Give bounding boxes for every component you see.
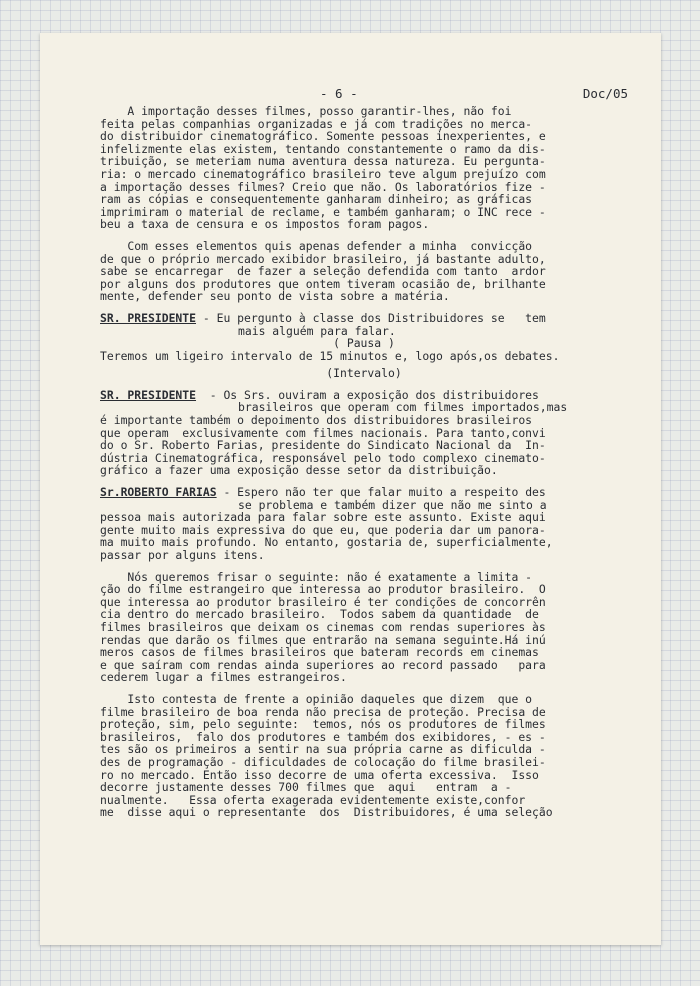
text-line: filme brasileiro de boa renda não precisa de proteção. Precisa de	[100, 704, 546, 719]
text-line: des de programação - dificuldades de colocação do filme brasilei-	[100, 754, 546, 769]
text-line: nualmente. Essa oferta exagerada evidentemente existe,confor	[100, 792, 526, 807]
paragraph-elementos	[100, 240, 628, 303]
text-line: Teremos um ligeiro intervalo de 15 minutos e, logo após,os debates.	[100, 348, 560, 363]
speaker-label: SR. PRESIDENTE	[100, 387, 197, 402]
text-line: que interessa ao produtor brasileiro é ter condições de concorrên	[100, 594, 546, 609]
text-line: pessoa mais autorizada para falar sobre este assunto. Existe aqui	[100, 510, 546, 525]
paragraph-protecao	[100, 693, 628, 819]
text-line: brasileiros, falo dos produtores e também dos exibidores, - es -	[100, 729, 546, 744]
exchange-presidente-2	[100, 389, 628, 477]
text-line: que operam exclusivamente com filmes nacionais. Para tanto,convi	[100, 425, 546, 440]
text-line: infelizmente elas existem, tentando constantemente o ramo da dis-	[100, 141, 546, 156]
speaker-label: Sr.ROBERTO FARIAS	[100, 485, 217, 500]
text-line: de que o próprio mercado exibidor brasileiro, já bastante adulto,	[100, 251, 546, 266]
text-line: ram as cópias e consequentemente ganharam dinheiro; as gráficas	[100, 192, 533, 207]
text-line: me disse aqui o representante dos Distribuidores, é uma seleção	[100, 805, 553, 820]
text-line: filmes brasileiros que deixam os cinemas com rendas superiores às	[100, 619, 546, 634]
text-line: dústria Cinematográfica, responsável pelo todo complexo cinemato-	[100, 450, 546, 465]
text-line: passar por alguns itens.	[100, 548, 265, 562]
text-line: cia dentro do mercado brasileiro. Todos sabem da quantidade de	[100, 607, 539, 622]
text-line: tribuição, se meteriam numa aventura dessa natureza. Eu pergunta-	[100, 154, 546, 169]
text-line: sabe se encarregar de fazer a seleção defendida com tanto ardor	[100, 264, 546, 279]
text-line: ção do filme estrangeiro que interessa ao produtor brasileiro. O	[100, 582, 546, 597]
text-line: proteção, sim, pelo seguinte: temos, nós os produtores de filmes	[100, 717, 546, 732]
text-line: decorre justamente desses 700 filmes que aqui entram a -	[100, 780, 512, 795]
text-line: - Os Srs. ouviram a exposição dos distribuidores	[196, 387, 539, 402]
text-line: Isto contesta de frente a opinião daqueles que dizem que o	[100, 691, 533, 706]
speaker-label: SR. PRESIDENTE	[100, 310, 197, 325]
text-line: Com esses elementos quis apenas defender a minha convicção	[100, 238, 533, 253]
paragraph-limitacao	[100, 571, 628, 684]
page-number: - 6 -	[320, 86, 358, 101]
interval-note: (Intervalo)	[326, 366, 402, 381]
text-line: cederem lugar a filmes estrangeiros.	[100, 670, 347, 685]
text-line: Nós queremos frisar o seguinte: não é exatamente a limita -	[100, 569, 533, 584]
text-line: tes são os primeiros a sentir na sua própria carne as dificulda -	[100, 742, 546, 757]
document-body	[100, 88, 628, 819]
document-reference: Doc/05	[582, 86, 628, 101]
text-line: do distribuidor cinematográfico. Somente pessoas inexperientes, e	[100, 129, 546, 144]
text-line: beu a taxa de censura e os impostos foram pagos.	[100, 217, 430, 232]
text-line: e que saíram com rendas ainda superiores ao record passado para	[100, 657, 546, 672]
text-line: - Espero não ter que falar muito a respeito des	[216, 485, 546, 500]
text-line: mente, defender seu ponto de vista sobre a matéria.	[100, 289, 450, 304]
text-line: brasileiros que operam com filmes importados,mas	[238, 400, 568, 415]
exchange-roberto-farias	[100, 486, 628, 562]
text-line: feita pelas companhias organizadas e já com tradições no merca-	[100, 116, 533, 131]
paragraph-importacao	[100, 105, 628, 231]
text-line: a importação desses filmes? Creio que não. Os laboratórios fize -	[100, 179, 546, 194]
text-line: meros casos de filmes brasileiros que bateram records em cinemas	[100, 645, 539, 660]
text-line: gente muito mais expressiva do que eu, que poderia dar um panora-	[100, 522, 546, 537]
text-line: - Eu pergunto à classe dos Distribuidores se tem	[196, 310, 546, 325]
text-line: ria: o mercado cinematográfico brasileiro teve algum prejuízo com	[100, 166, 546, 181]
exchange-presidente-1	[100, 312, 628, 380]
text-line: imprimiram o material de reclame, e também ganharam; o INC rece -	[100, 204, 546, 219]
text-line: se problema e também dizer que não me sinto a	[238, 497, 547, 512]
text-line: ro no mercado. Então isso decorre de uma oferta excessiva. Isso	[100, 767, 539, 782]
text-line: A importação desses filmes, posso garantir-lhes, não foi	[100, 104, 512, 118]
text-line: ma muito mais profundo. No entanto, gostaria de, superficialmente,	[100, 535, 553, 550]
text-line: por alguns dos produtores que ontem tiveram ocasião de, brilhante	[100, 276, 546, 291]
text-line: mais alguém para falar.	[238, 323, 396, 338]
text-line: do o Sr. Roberto Farias, presidente do Sindicato Nacional da In-	[100, 438, 546, 453]
text-line: rendas que darão os filmes que entrarão na semana seguinte.Há inú	[100, 632, 546, 647]
text-line: gráfico a fazer uma exposição desse setor da distribuição.	[100, 463, 498, 478]
text-line: é importante também o depoimento dos distribuidores brasileiros	[100, 413, 533, 428]
page-header	[100, 88, 628, 102]
pause-note: ( Pausa )	[333, 336, 395, 351]
